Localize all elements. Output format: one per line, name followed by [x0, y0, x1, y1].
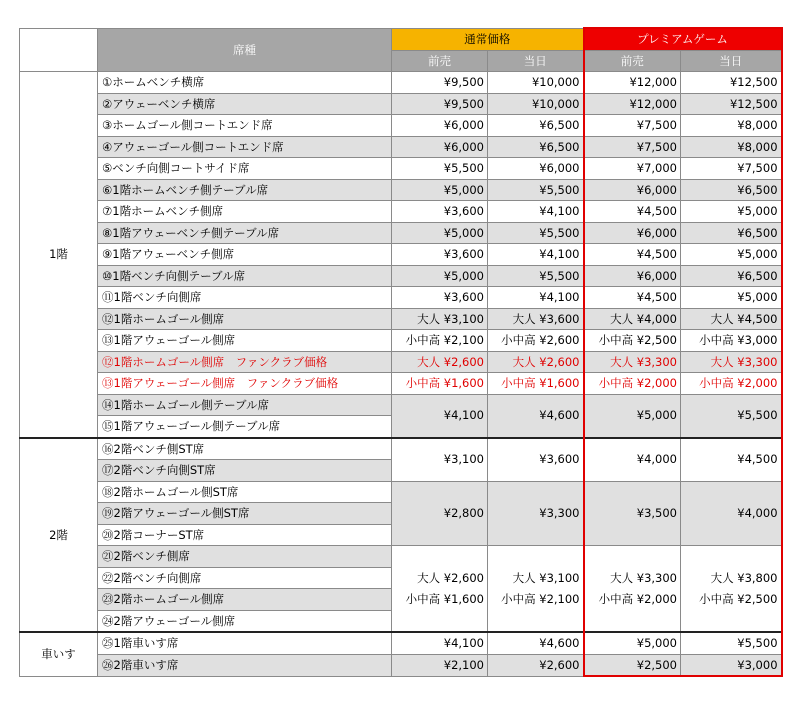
price-cell: ¥6,000 — [584, 222, 681, 244]
regular-advance-header: 前売 — [392, 50, 488, 72]
seat-name: ③ホームゴール側コートエンド席 — [98, 115, 392, 137]
price-cell — [488, 546, 584, 633]
price-adult: 大人 ¥3,800 — [710, 571, 778, 585]
table-row — [20, 265, 782, 287]
price-cell: ¥4,500 — [584, 287, 681, 309]
price-cell: 大人 ¥4,000 — [584, 308, 681, 330]
price-cell: 大人 ¥2,600 — [392, 351, 488, 373]
price-cell: ¥5,000 — [392, 222, 488, 244]
seat-name: ㉖2階車いす席 — [98, 654, 392, 676]
seat-name: ⑫1階ホームゴール側席 ファンクラブ価格 — [98, 351, 392, 373]
seat-name: ⑧1階アウェーベンチ側テーブル席 — [98, 222, 392, 244]
price-cell: ¥12,500 — [681, 72, 782, 94]
price-cell: ¥4,100 — [392, 632, 488, 654]
price-cell: ¥12,500 — [681, 93, 782, 115]
price-cell: ¥4,000 — [681, 481, 782, 546]
table-row — [20, 179, 782, 201]
price-cell: ¥3,100 — [392, 438, 488, 482]
price-cell: ¥5,500 — [488, 179, 584, 201]
price-cell: ¥4,100 — [488, 287, 584, 309]
table-row — [20, 201, 782, 223]
price-cell: ¥9,500 — [392, 93, 488, 115]
premium-game-header: プレミアムゲーム — [584, 28, 782, 50]
table-row — [20, 287, 782, 309]
price-cell: ¥5,500 — [488, 265, 584, 287]
price-cell: ¥6,000 — [392, 115, 488, 137]
price-cell: ¥5,000 — [681, 201, 782, 223]
price-cell: ¥9,500 — [392, 72, 488, 94]
seat-name: ⑩1階ベンチ向側テーブル席 — [98, 265, 392, 287]
price-cell: ¥2,800 — [392, 481, 488, 546]
price-cell: ¥6,000 — [392, 136, 488, 158]
price-cell: ¥6,500 — [681, 179, 782, 201]
table-row — [20, 330, 782, 352]
price-cell: ¥4,000 — [584, 438, 681, 482]
seat-name: ④アウェーゴール側コートエンド席 — [98, 136, 392, 158]
regular-price-header: 通常価格 — [392, 28, 584, 50]
price-cell: ¥3,600 — [392, 201, 488, 223]
price-cell: ¥4,500 — [584, 201, 681, 223]
seat-name: ⑭1階ホームゴール側テーブル席 — [98, 394, 392, 416]
price-cell: ¥10,000 — [488, 72, 584, 94]
seat-name: ⑬1階アウェーゴール側席 — [98, 330, 392, 352]
price-cell: ¥6,000 — [584, 179, 681, 201]
price-cell: ¥5,500 — [681, 632, 782, 654]
price-cell — [392, 546, 488, 633]
price-cell: ¥6,000 — [488, 158, 584, 180]
price-cell: ¥7,500 — [584, 115, 681, 137]
price-child: 小中高 ¥1,600 — [405, 591, 484, 606]
price-cell: ¥7,500 — [584, 136, 681, 158]
price-cell: ¥3,300 — [488, 481, 584, 546]
price-cell: ¥8,000 — [681, 115, 782, 137]
price-cell: ¥5,000 — [392, 265, 488, 287]
price-adult: 大人 ¥3,300 — [610, 571, 677, 585]
price-adult: 大人 ¥2,600 — [417, 571, 484, 585]
price-cell: 小中高 ¥3,000 — [681, 330, 782, 352]
price-cell: 小中高 ¥2,000 — [584, 373, 681, 395]
price-cell: 大人 ¥4,500 — [681, 308, 782, 330]
price-cell: 大人 ¥2,600 — [488, 351, 584, 373]
price-cell: ¥3,600 — [488, 438, 584, 482]
price-cell: ¥5,000 — [392, 179, 488, 201]
seat-name: ㉓2階ホームゴール側席 — [98, 589, 392, 611]
price-cell: ¥3,000 — [681, 654, 782, 676]
price-cell: ¥5,000 — [584, 394, 681, 438]
seat-name: ⑳2階コーナーST席 — [98, 524, 392, 546]
seat-name: ㉕1階車いす席 — [98, 632, 392, 654]
price-cell — [584, 546, 681, 633]
header-row-1 — [20, 28, 782, 50]
price-cell — [681, 546, 782, 633]
table-row — [20, 654, 782, 676]
price-cell: 大人 ¥3,600 — [488, 308, 584, 330]
table-row — [20, 244, 782, 266]
table-row — [20, 72, 782, 94]
table-row — [20, 222, 782, 244]
price-cell: ¥4,600 — [488, 394, 584, 438]
price-cell: 大人 ¥3,100 — [392, 308, 488, 330]
price-adult: 大人 ¥3,100 — [512, 571, 580, 585]
price-cell: ¥5,500 — [392, 158, 488, 180]
price-cell: 小中高 ¥1,600 — [488, 373, 584, 395]
price-cell: 大人 ¥3,300 — [584, 351, 681, 373]
price-cell: ¥5,000 — [681, 244, 782, 266]
price-cell: ¥4,500 — [681, 438, 782, 482]
price-cell: ¥2,100 — [392, 654, 488, 676]
seat-name: ㉔2階アウェーゴール側席 — [98, 610, 392, 632]
price-cell: 小中高 ¥2,500 — [584, 330, 681, 352]
seat-name: ⑦1階ホームベンチ側席 — [98, 201, 392, 223]
price-cell: 小中高 ¥2,600 — [488, 330, 584, 352]
price-cell: ¥12,000 — [584, 93, 681, 115]
price-cell: ¥7,000 — [584, 158, 681, 180]
seat-name: ⑤ベンチ向側コートサイド席 — [98, 158, 392, 180]
seat-name: ㉒2階ベンチ向側席 — [98, 567, 392, 589]
price-cell: ¥7,500 — [681, 158, 782, 180]
price-cell: ¥4,100 — [392, 394, 488, 438]
table-row-fanclub — [20, 373, 782, 395]
price-cell: 小中高 ¥2,000 — [681, 373, 782, 395]
price-cell: ¥4,500 — [584, 244, 681, 266]
price-cell: ¥6,500 — [681, 222, 782, 244]
price-cell: ¥5,000 — [584, 632, 681, 654]
price-cell: ¥4,100 — [488, 244, 584, 266]
table-row — [20, 158, 782, 180]
price-cell: ¥5,500 — [488, 222, 584, 244]
price-cell: ¥3,600 — [392, 244, 488, 266]
table-row — [20, 394, 782, 416]
price-cell: ¥3,500 — [584, 481, 681, 546]
seat-name: ②アウェーベンチ横席 — [98, 93, 392, 115]
premium-advance-header: 前売 — [584, 50, 681, 72]
table-row — [20, 308, 782, 330]
seat-name: ①ホームベンチ横席 — [98, 72, 392, 94]
seat-name: ⑪1階ベンチ向側席 — [98, 287, 392, 309]
price-child: 小中高 ¥2,100 — [501, 591, 580, 606]
premium-sameday-header: 当日 — [681, 50, 782, 72]
table-row — [20, 136, 782, 158]
table-row — [20, 546, 782, 568]
price-cell: ¥6,500 — [488, 115, 584, 137]
price-cell: ¥4,600 — [488, 632, 584, 654]
table-row — [20, 632, 782, 654]
seat-name: ⑱2階ホームゴール側ST席 — [98, 481, 392, 503]
seat-name: ⑨1階アウェーベンチ側席 — [98, 244, 392, 266]
seat-name: ⑫1階ホームゴール側席 — [98, 308, 392, 330]
price-cell: ¥6,500 — [488, 136, 584, 158]
price-cell: ¥3,600 — [392, 287, 488, 309]
seat-type-header: 席種 — [98, 28, 392, 72]
price-cell: ¥8,000 — [681, 136, 782, 158]
price-child: 小中高 ¥2,000 — [598, 591, 677, 606]
price-cell: ¥6,000 — [584, 265, 681, 287]
regular-sameday-header: 当日 — [488, 50, 584, 72]
price-cell: ¥5,000 — [681, 287, 782, 309]
seat-name: ⑬1階アウェーゴール側席 ファンクラブ価格 — [98, 373, 392, 395]
seat-name: ㉑2階ベンチ側席 — [98, 546, 392, 568]
table-row — [20, 115, 782, 137]
price-child: 小中高 ¥2,500 — [699, 591, 778, 606]
table-row — [20, 481, 782, 503]
price-cell: ¥10,000 — [488, 93, 584, 115]
seat-name: ⑲2階アウェーゴール側ST席 — [98, 503, 392, 525]
table-row — [20, 93, 782, 115]
ticket-price-table — [19, 27, 783, 677]
price-cell: ¥2,600 — [488, 654, 584, 676]
corner-cell — [20, 28, 98, 72]
floor-label-wheelchair: 車いす — [20, 632, 98, 676]
floor-label-1f: 1階 — [20, 72, 98, 438]
seat-name: ⑮1階アウェーゴール側テーブル席 — [98, 416, 392, 438]
seat-name: ⑯2階ベンチ側ST席 — [98, 438, 392, 460]
table-row — [20, 438, 782, 460]
price-cell: 小中高 ¥1,600 — [392, 373, 488, 395]
floor-label-2f: 2階 — [20, 438, 98, 633]
price-cell: ¥12,000 — [584, 72, 681, 94]
price-cell: ¥2,500 — [584, 654, 681, 676]
price-cell: ¥5,500 — [681, 394, 782, 438]
seat-name: ⑥1階ホームベンチ側テーブル席 — [98, 179, 392, 201]
table-row-fanclub — [20, 351, 782, 373]
price-cell: 大人 ¥3,300 — [681, 351, 782, 373]
price-cell: 小中高 ¥2,100 — [392, 330, 488, 352]
price-cell: ¥4,100 — [488, 201, 584, 223]
price-cell: ¥6,500 — [681, 265, 782, 287]
seat-name: ⑰2階ベンチ向側ST席 — [98, 460, 392, 482]
